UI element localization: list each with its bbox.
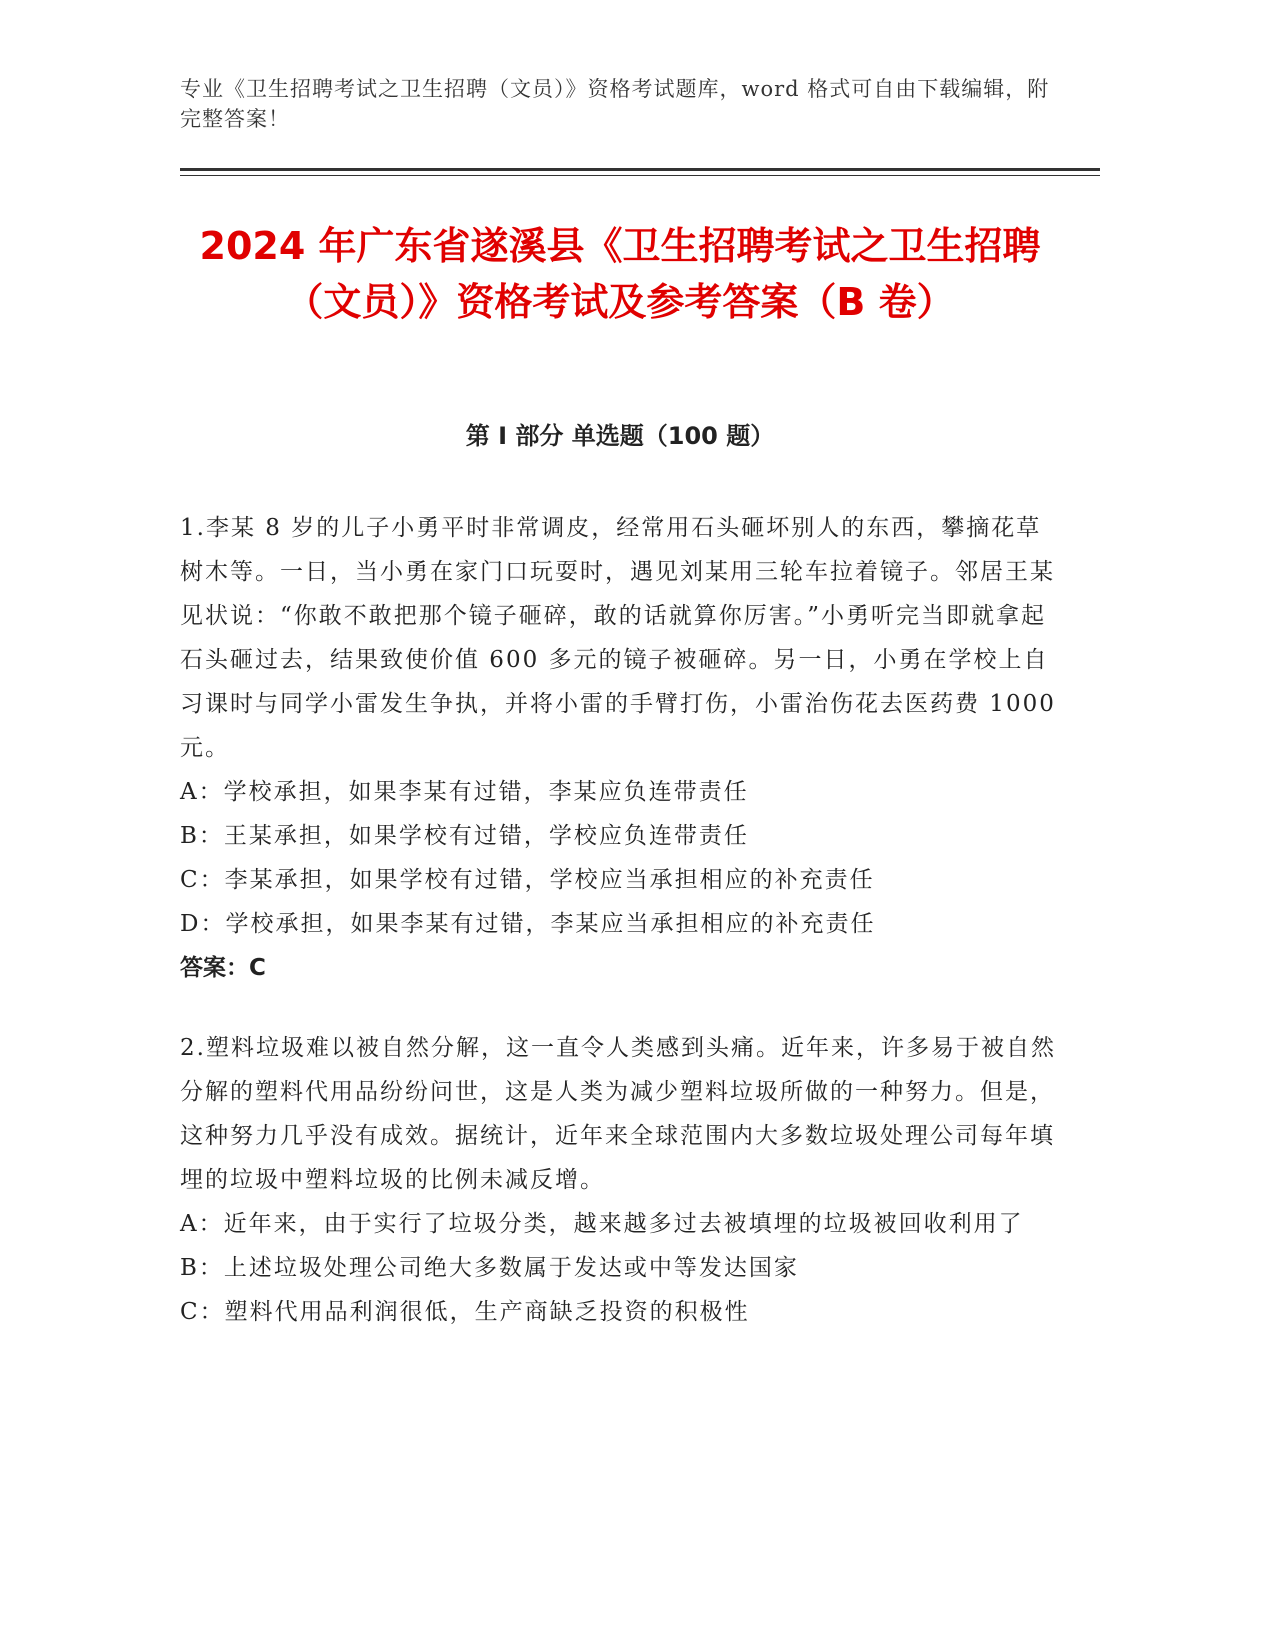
answer-label: 答案：C (180, 955, 266, 981)
option-b: B：上述垃圾处理公司绝大多数属于发达或中等发达国家 (180, 1255, 799, 1281)
header-divider-thin (180, 175, 1100, 176)
option-b: B：王某承担，如果学校有过错，学校应负连带责任 (180, 823, 749, 849)
header-divider-thick (180, 168, 1100, 171)
document-title: 2024 年广东省遂溪县《卫生招聘考试之卫生招聘（文员）》资格考试及参考答案（B 卷） (199, 224, 1041, 324)
option-a: A：近年来，由于实行了垃圾分类，越来越多过去被填埋的垃圾被回收利用了 (180, 1211, 1024, 1237)
question-stem: 2.塑料垃圾难以被自然分解，这一直令人类感到头痛。近年来，许多易于被自然分解的塑料代用品纷纷问世，这是人类为减少塑料垃圾所做的一种努力。但是，这种努力几乎没有成效。据统计，近年来全球范围内大多数垃圾处理公司每年填埋的垃圾中塑料垃圾的比例未减反增。 (180, 1035, 1056, 1193)
option-d: D：学校承担，如果李某有过错，李某应当承担相应的补充责任 (180, 911, 876, 937)
question-2 (180, 1026, 1060, 1334)
option-c: C：李某承担，如果学校有过错，学校应当承担相应的补充责任 (180, 867, 875, 893)
section-title: 第 I 部分 单选题（100 题） (465, 422, 775, 450)
header-note: 专业《卫生招聘考试之卫生招聘（文员）》资格考试题库，word 格式可自由下载编辑，附完整答案！ (180, 77, 1050, 131)
option-a: A：学校承担，如果李某有过错，李某应负连带责任 (180, 779, 749, 805)
question-1 (180, 506, 1060, 990)
question-stem: 1.李某 8 岁的儿子小勇平时非常调皮，经常用石头砸坏别人的东西，攀摘花草树木等。一日，当小勇在家门口玩耍时，遇见刘某用三轮车拉着镜子。邻居王某见状说：“你敢不敢把那个镜子砸碎，敢的话就算你厉害。”小勇听完当即就拿起石头砸过去，结果致使价值 600 多元的镜子被砸碎。另一日，小勇在学校上自习课时与同学小雷发生争执，并将小雷的手臂打伤，小雷治伤花去医药费 1000 元。 (180, 515, 1056, 761)
option-c: C：塑料代用品利润很低，生产商缺乏投资的积极性 (180, 1299, 750, 1325)
